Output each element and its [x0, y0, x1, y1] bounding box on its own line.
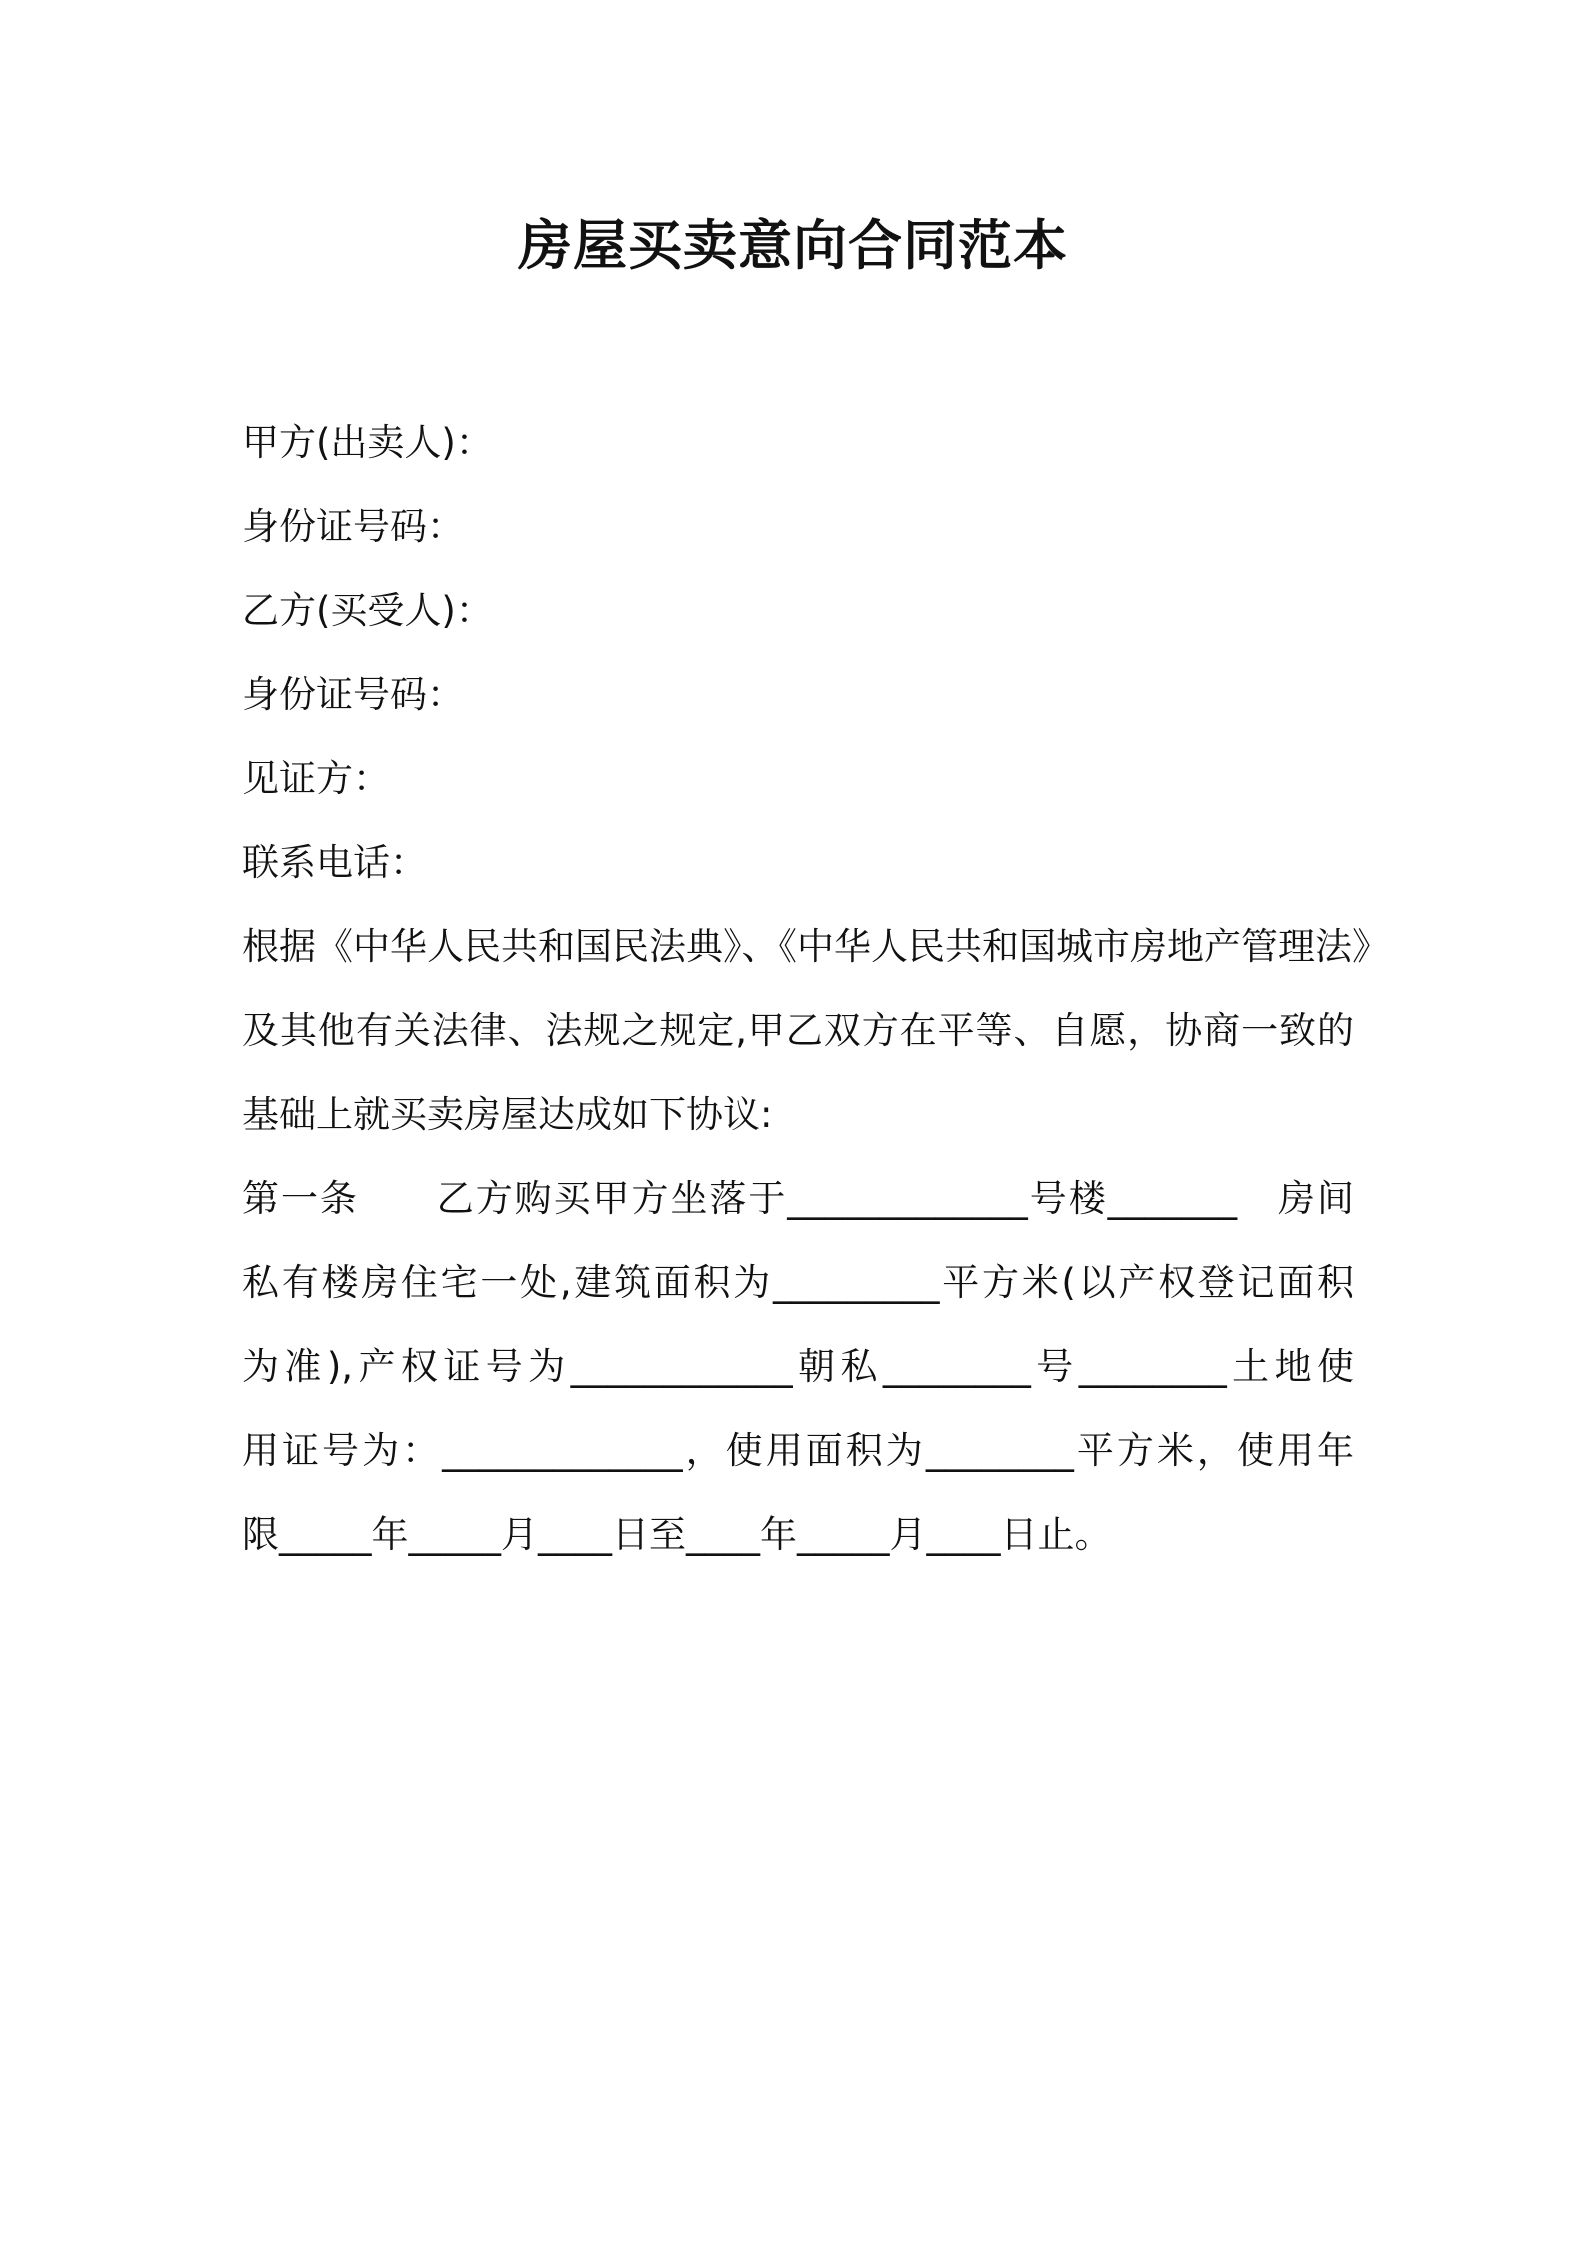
- buyer-id-field: 身份证号码：: [242, 673, 464, 716]
- article-1-line: 限_____年_____月____日至____年_____月____日止。: [242, 1513, 1112, 1556]
- preamble-line: 及其他有关法律、法规之规定,甲乙双方在平等、自愿，协商一致的: [242, 1009, 1354, 1052]
- preamble-line: 根据《中华人民共和国民法典》、《中华人民共和国城市房地产管理法》: [242, 925, 1389, 968]
- seller-field: 甲方(出卖人)：: [242, 421, 493, 464]
- witness-field: 见证方：: [242, 757, 390, 800]
- phone-field: 联系电话：: [242, 841, 427, 884]
- article-1-line: 为准),产权证号为____________朝私________号________土地使: [242, 1345, 1354, 1388]
- article-1-line: 用证号为：_____________，使用面积为________平方米，使用年: [242, 1429, 1354, 1472]
- buyer-field: 乙方(买受人)：: [242, 589, 493, 632]
- article-1-line: 私有楼房住宅一处,建筑面积为_________平方米(以产权登记面积: [242, 1261, 1354, 1304]
- article-1-line: 第一条 乙方购买甲方坐落于_____________号楼_______ 房间: [242, 1177, 1354, 1220]
- seller-id-field: 身份证号码：: [242, 505, 464, 548]
- document-title: 房屋买卖意向合同范本: [518, 214, 1068, 277]
- preamble-line: 基础上就买卖房屋达成如下协议:: [242, 1093, 773, 1136]
- document-body: [242, 401, 1389, 1577]
